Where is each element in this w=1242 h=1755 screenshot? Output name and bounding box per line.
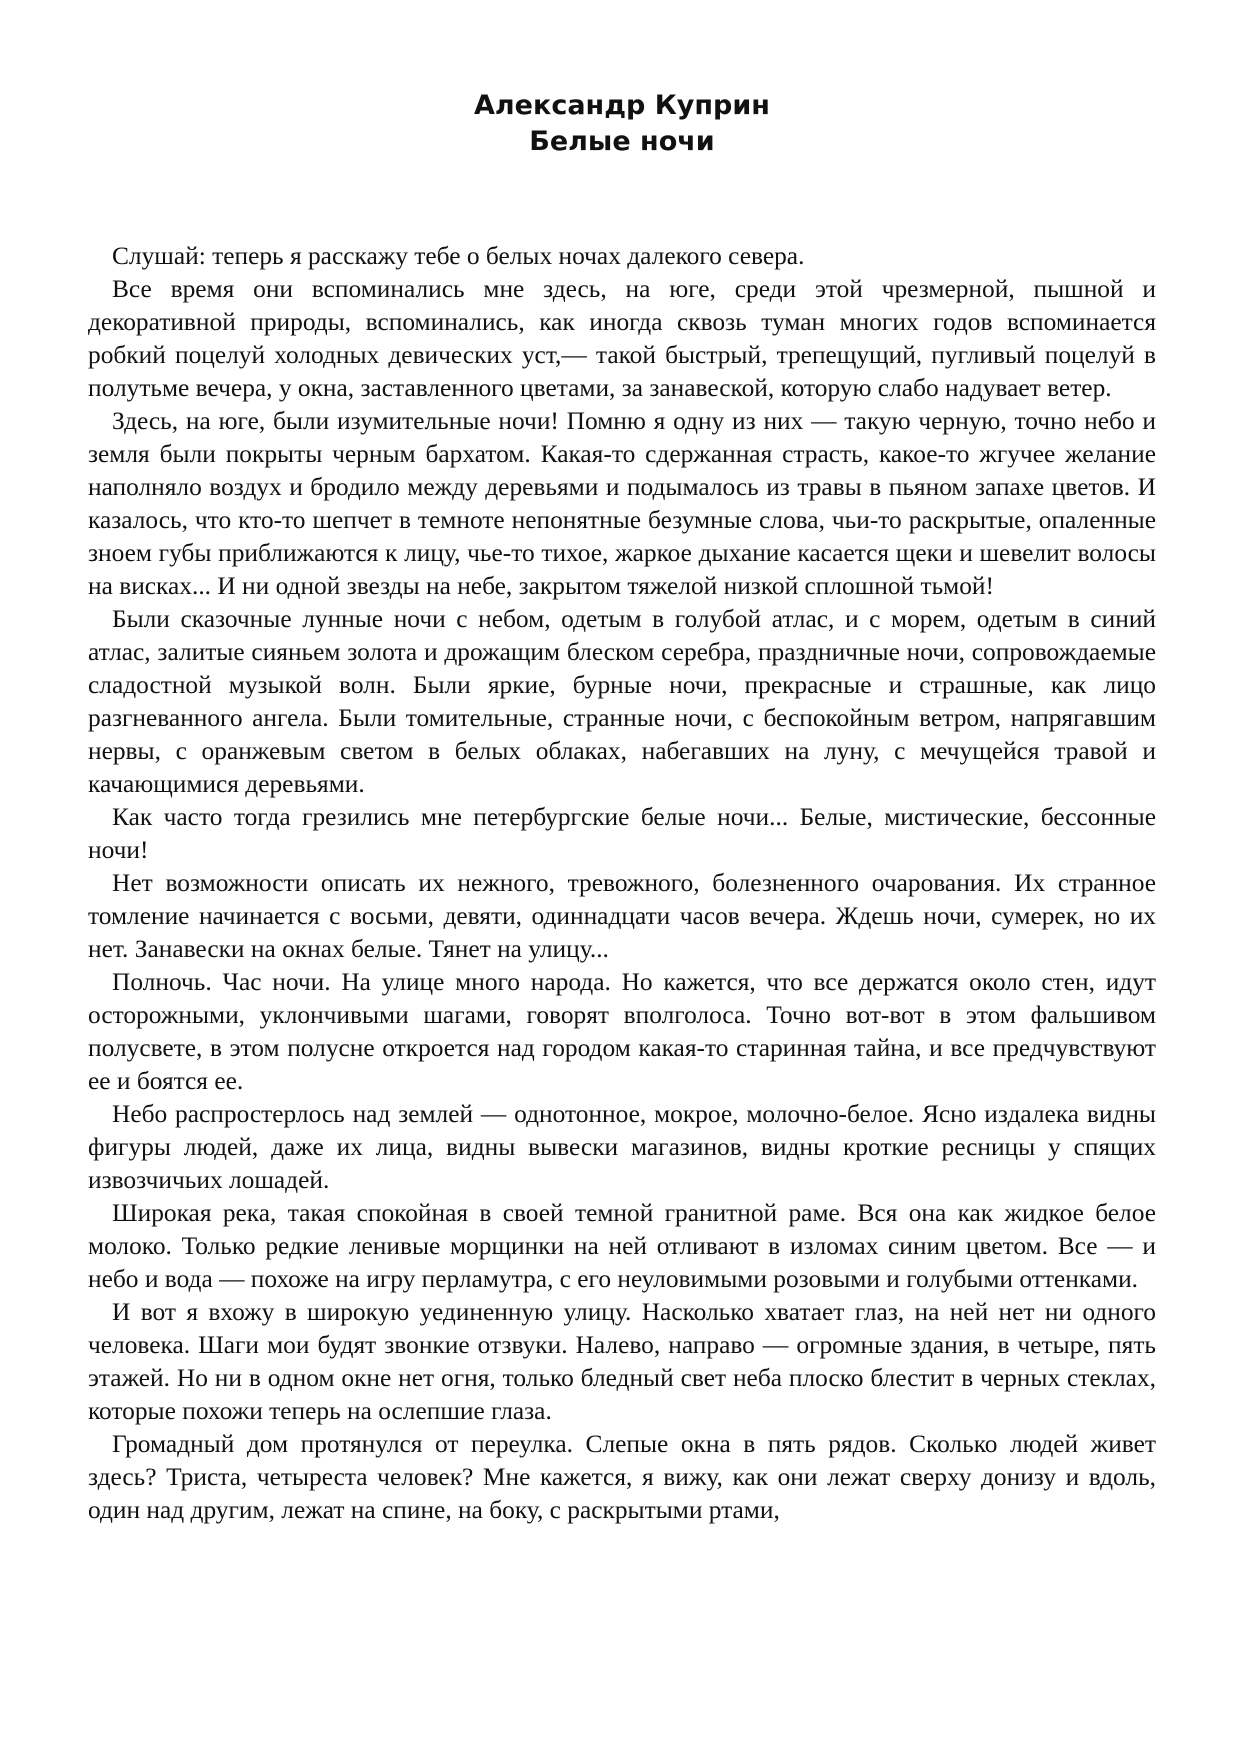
- paragraph: Громадный дом протянулся от переулка. Слепые окна в пять рядов. Сколько людей живет здесь? Триста, четыреста человек? Мне кажется, я вижу, как они лежат сверху донизу и вдоль, один над другим, лежат на спине, на боку, с раскрытыми ртами,: [88, 1430, 1156, 1524]
- paragraph: Здесь, на юге, были изумительные ночи! Помню я одну из них — такую черную, точно небо и земля были покрыты черным бархатом. Какая-то сдержанная страсть, какое-то жгучее желание наполняло воздух и бродило между деревьями и подымалось из травы в пьяном запахе цветов. И казалось, что кто-то шепчет в темноте непонятные безумные слова, чьи-то раскрытые, опаленные зноем губы приближаются к лицу, чье-то тихое, жаркое дыхание касается щеки и шевелит волосы на висках... И ни одной звезды на небе, закрытом тяжелой низкой сплошной тьмой!: [88, 407, 1156, 600]
- paragraph: Были сказочные лунные ночи с небом, одетым в голубой атлас, и с морем, одетым в синий атлас, залитые сияньем золота и дрожащим блеском серебра, праздничные ночи, сопровождаемые сладостной музыкой волн. Были яркие, бурные ночи, прекрасные и страшные, как лицо разгневанного ангела. Были томительные, странные ночи, с беспокойным ветром, напрягавшим нервы, с оранжевым светом в белых облаках, набегавших на луну, с мечущейся травой и качающимися деревьями.: [88, 605, 1156, 798]
- paragraph: Как часто тогда грезились мне петербургские белые ночи... Белые, мистические, бессонные ночи!: [88, 803, 1156, 864]
- paragraph: Широкая река, такая спокойная в своей темной гранитной раме. Вся она как жидкое белое молоко. Только редкие ленивые морщинки на ней отливают в изломах синим цветом. Все — и небо и вода — похоже на игру перламутра, с его неуловимыми розовыми и голубыми оттенками.: [88, 1199, 1156, 1293]
- paragraph: Слушай: теперь я расскажу тебе о белых ночах далекого севера.: [112, 242, 805, 270]
- story-text: [88, 240, 1156, 1527]
- document-header: [88, 88, 1156, 160]
- paragraph: Нет возможности описать их нежного, тревожного, болезненного очарования. Их странное томление начинается с восьми, девяти, одиннадцати часов вечера. Ждешь ночи, сумерек, но их нет. Занавески на окнах белые. Тянет на улицу...: [88, 869, 1156, 963]
- paragraph: И вот я вхожу в широкую уединенную улицу. Насколько хватает глаз, на ней нет ни одного человека. Шаги мои будят звонкие отзвуки. Налево, направо — огромные здания, в четыре, пять этажей. Но ни в одном окне нет огня, только бледный свет неба плоско блестит в черных стеклах, которые похожи теперь на ослепшие глаза.: [88, 1298, 1156, 1425]
- story-title: Белые ночи: [529, 126, 715, 157]
- paragraph: Все время они вспоминались мне здесь, на юге, среди этой чрезмерной, пышной и декоративной природы, вспоминались, как иногда сквозь туман многих годов вспоминается робкий поцелуй холодных девических уст,— такой быстрый, трепещущий, пугливый поцелуй в полутьме вечера, у окна, заставленного цветами, за занавеской, которую слабо надувает ветер.: [88, 275, 1156, 402]
- paragraph: Небо распростерлось над землей — однотонное, мокрое, молочно-белое. Ясно издалека видны фигуры людей, даже их лица, видны вывески магазинов, видны кроткие ресницы у спящих извозчичьих лошадей.: [88, 1100, 1156, 1194]
- author-name: Александр Куприн: [474, 90, 770, 121]
- paragraph: Полночь. Час ночи. На улице много народа. Но кажется, что все держатся около стен, идут осторожными, уклончивыми шагами, говорят вполголоса. Точно вот-вот в этом фальшивом полусвете, в этом полусне откроется над городом какая-то старинная тайна, и все предчувствуют ее и боятся ее.: [88, 968, 1156, 1095]
